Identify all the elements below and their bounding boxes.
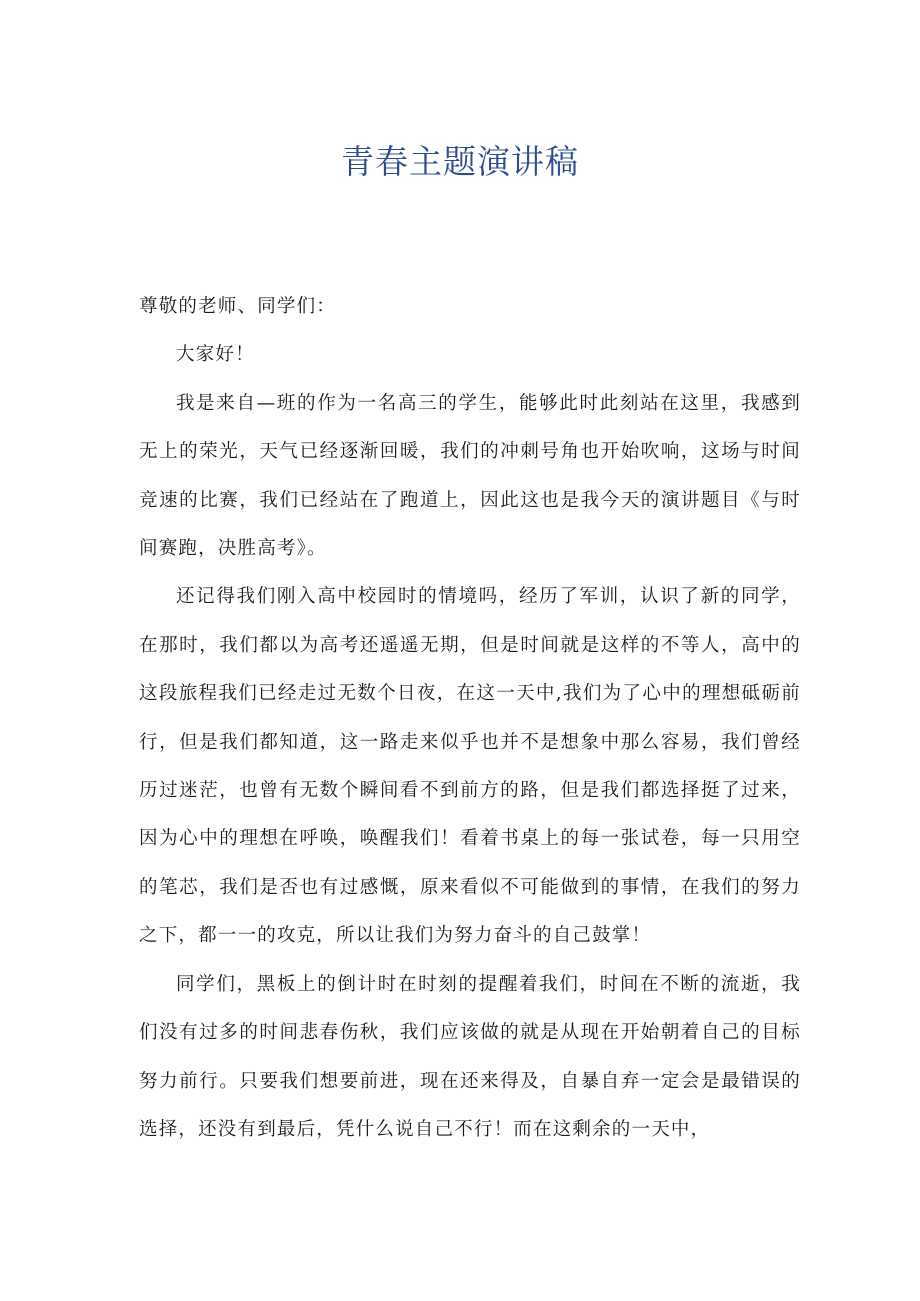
page-title: 青春主题演讲稿 [341,142,579,181]
paragraph-1: 我是来自—班的作为一名高三的学生，能够此时此刻站在这里，我感到无上的荣光，天气已经逐渐回暖，我们的冲刺号角也开始吹响，这场与时间竞速的比赛，我们已经站在了跑道上，因此这也是我今天的演讲题目《与时间赛跑，决胜高考》。 [139,392,801,560]
speech-body [139,283,801,1154]
paragraph-2: 还记得我们刚入高中校园时的情境吗，经历了军训，认识了新的同学，在那时，我们都以为高考还遥遥无期，但是时间就是这样的不等人，高中的这段旅程我们已经走过无数个日夜，在这一天中,我们为了心中的理想砥砺前行，但是我们都知道，这一路走来似乎也并不是想象中那么容易，我们曾经历过迷茫，也曾有无数个瞬间看不到前方的路，但是我们都选择挺了过来，因为心中的理想在呼唤，唤醒我们！看着书桌上的每一张试卷，每一只用空的笔芯，我们是否也有过感慨，原来看似不可能做到的事情，在我们的努力之下，都一一的攻克，所以让我们为努力奋斗的自己鼓掌！ [139,586,801,947]
greeting: 大家好！ [176,344,255,366]
salutation: 尊敬的老师、同学们： [139,296,337,317]
paragraph-3: 同学们，黑板上的倒计时在时刻的提醒着我们，时间在不断的流逝，我们没有过多的时间悲春伤秋，我们应该做的就是从现在开始朝着自己的目标努力前行。只要我们想要前进，现在还来得及，自暴自弃一定会是最错误的选择，还没有到最后，凭什么说自己不行！而在这剩余的一天中， [139,973,801,1140]
